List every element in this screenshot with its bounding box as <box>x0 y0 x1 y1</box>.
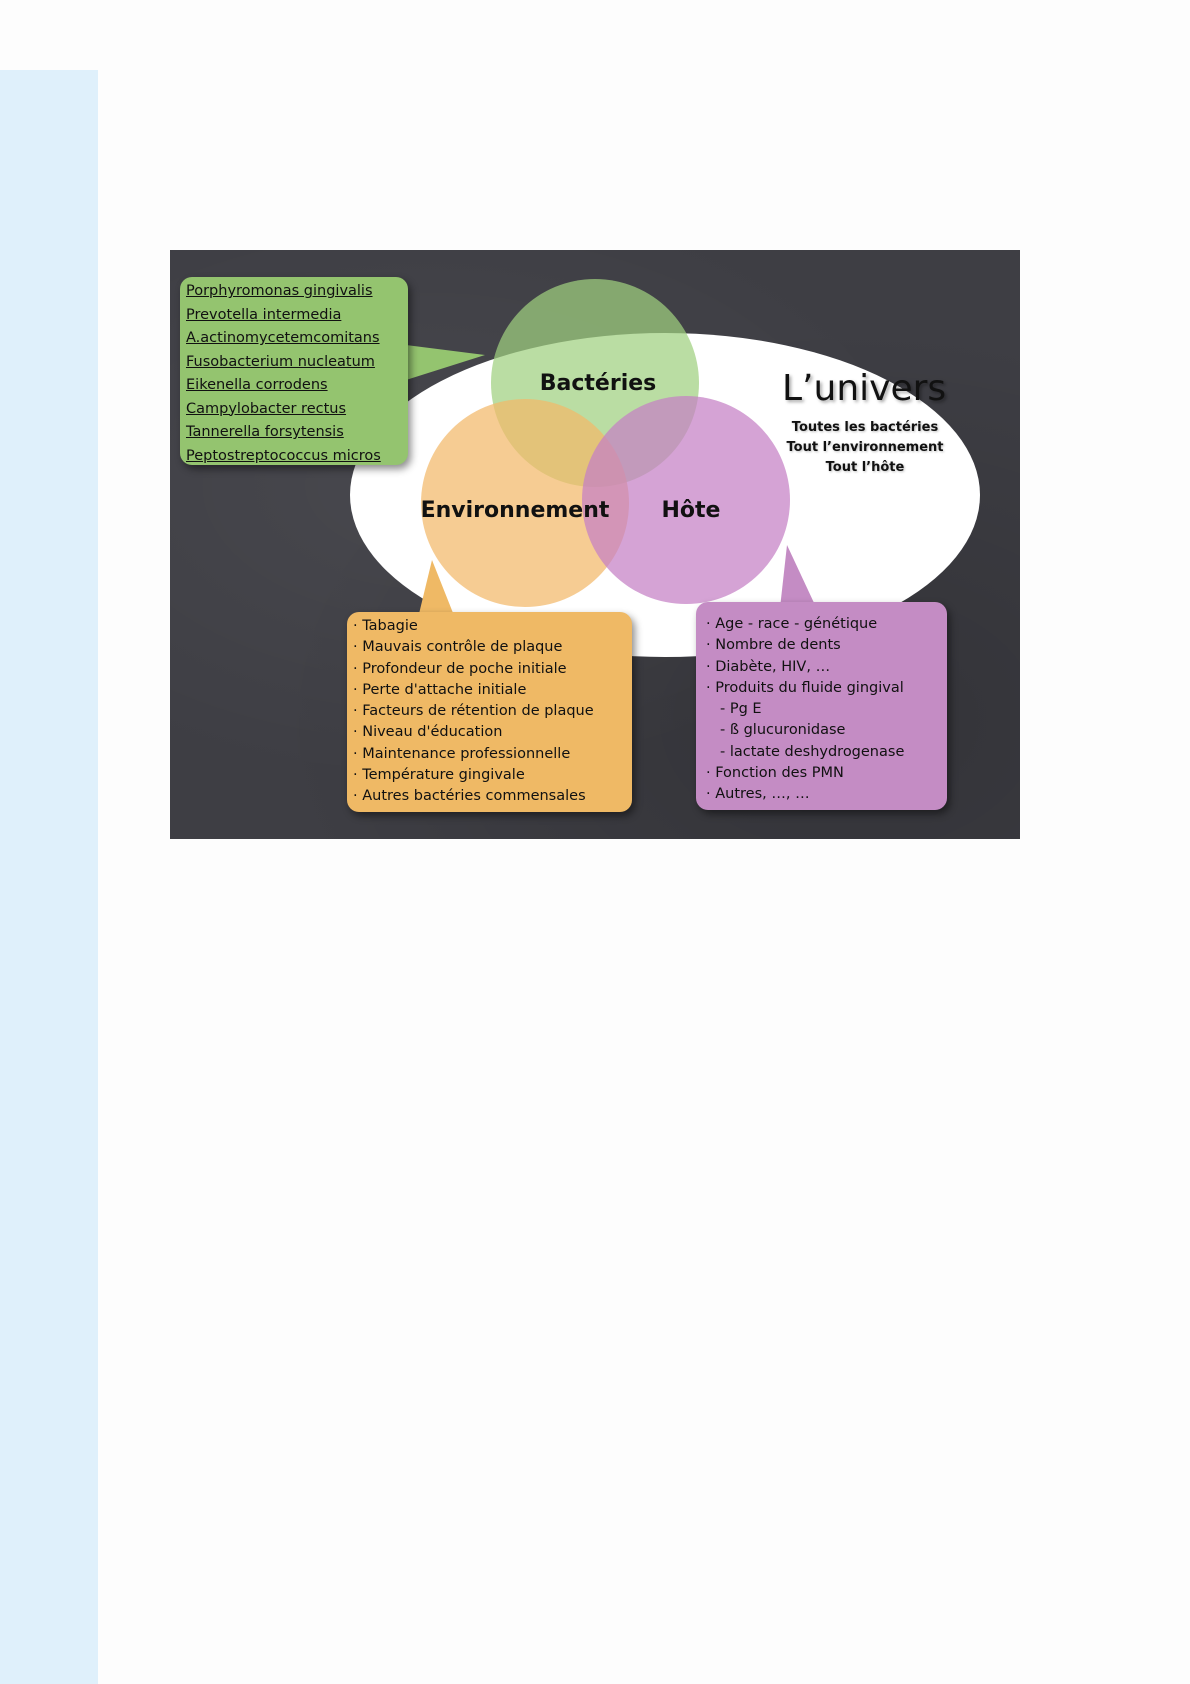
list-item: Campylobacter rectus <box>186 400 347 417</box>
environment-label: Environnement <box>420 498 610 523</box>
list-item: · Facteurs de rétention de plaque <box>353 701 632 722</box>
list-item: Peptostreptococcus micros <box>186 447 381 464</box>
environment-list <box>347 612 632 808</box>
list-item: · Profondeur de poche initiale <box>353 659 632 680</box>
bacteria-label: Bactéries <box>539 371 657 396</box>
host-list <box>696 602 947 806</box>
host-label: Hôte <box>661 498 721 523</box>
list-item: · Fonction des PMN <box>706 763 947 784</box>
universe-line: Tout l’environnement <box>786 440 944 455</box>
bacteria-list <box>180 277 408 468</box>
side-color-band <box>0 70 98 1684</box>
universe-line: Toutes les bactéries <box>791 420 939 435</box>
list-item: Eikenella corrodens <box>186 377 328 393</box>
bacteria-callout <box>180 277 408 465</box>
list-sub-item: - ß glucuronidase <box>706 720 947 741</box>
list-item: A.actinomycetemcomitans <box>186 330 380 346</box>
list-item: · Température gingivale <box>353 765 632 786</box>
list-item: Fusobacterium nucleatum <box>186 353 375 370</box>
list-item: · Tabagie <box>353 616 632 637</box>
list-item: Tannerella forsytensis <box>186 424 344 440</box>
list-item: · Produits du fluide gingival <box>706 678 947 699</box>
list-item: Porphyromonas gingivalis <box>186 283 373 299</box>
list-sub-item: - Pg E <box>706 699 947 720</box>
host-callout <box>696 602 947 810</box>
list-item: · Niveau d'éducation <box>353 722 632 743</box>
list-item: · Autres, …, … <box>706 784 947 805</box>
list-item: · Autres bactéries commensales <box>353 786 632 807</box>
list-item: · Diabète, HIV, … <box>706 657 947 678</box>
list-item: · Age - race - génétique <box>706 614 947 635</box>
universe-line: Tout l’hôte <box>825 460 905 475</box>
list-sub-item: - lactate deshydrogenase <box>706 742 947 763</box>
environment-callout <box>347 612 632 812</box>
list-item: · Perte d'attache initiale <box>353 680 632 701</box>
list-item: · Mauvais contrôle de plaque <box>353 637 632 658</box>
universe-title: L’univers <box>782 368 947 409</box>
list-item: Prevotella intermedia <box>186 306 342 323</box>
universe-description <box>770 418 960 478</box>
venn-diagram-slide <box>170 250 1020 839</box>
list-item: · Nombre de dents <box>706 635 947 656</box>
list-item: · Maintenance professionnelle <box>353 744 632 765</box>
